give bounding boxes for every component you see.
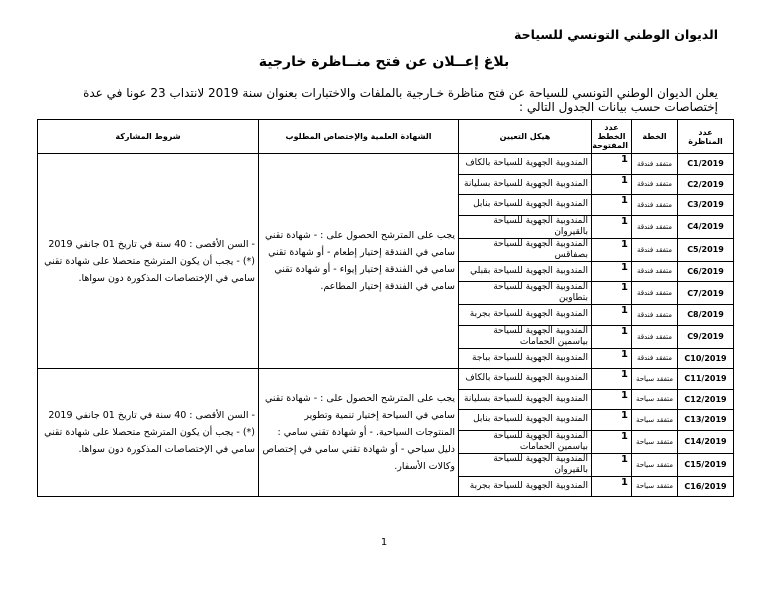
table-header-row bbox=[38, 120, 734, 154]
competition-table bbox=[37, 119, 734, 497]
grade-cell: متفقد سياحة bbox=[632, 389, 678, 410]
assignment-office: المندوبية الجهوية للسياحة بقبلي bbox=[459, 261, 592, 282]
competition-number: C15/2019 bbox=[678, 453, 734, 476]
open-positions-count: 1 bbox=[592, 430, 632, 453]
header-grade: الخطة bbox=[632, 120, 678, 154]
header-conditions: شروط المشاركة bbox=[38, 120, 259, 154]
assignment-office: المندوبية الجهوية للسياحة بصفاقس bbox=[459, 238, 592, 261]
open-positions-count: 1 bbox=[592, 282, 632, 305]
competition-number: C10/2019 bbox=[678, 348, 734, 369]
grade-cell: متفقد فندقة bbox=[632, 238, 678, 261]
header-certificate: الشهادة العلمية والإختصاص المطلوب bbox=[259, 120, 459, 154]
grade-cell: متفقد سياحة bbox=[632, 369, 678, 390]
grade-cell: متفقد فندقة bbox=[632, 174, 678, 195]
assignment-office: المندوبية الجهوية للسياحة بنابل bbox=[459, 410, 592, 431]
grade-cell: متفقد سياحة bbox=[632, 453, 678, 476]
open-positions-count: 1 bbox=[592, 348, 632, 369]
assignment-office: المندوبية الجهوية للسياحة بياسمين الحمامات bbox=[459, 430, 592, 453]
page-title: بلاغ إعــلان عن فتح منــاظرة خارجية bbox=[258, 54, 510, 70]
open-positions-count: 1 bbox=[592, 325, 632, 348]
header-num: عدد المناظرة bbox=[678, 120, 734, 154]
competition-number: C11/2019 bbox=[678, 369, 734, 390]
header-count: عدد الخطط المفتوحة bbox=[592, 120, 632, 154]
competition-number: C7/2019 bbox=[678, 282, 734, 305]
competition-number: C14/2019 bbox=[678, 430, 734, 453]
competition-number: C2/2019 bbox=[678, 174, 734, 195]
grade-cell: متفقد فندقة bbox=[632, 282, 678, 305]
organization-name: الديوان الوطني التونسي للسياحة bbox=[514, 27, 718, 42]
page-number: 1 bbox=[380, 537, 388, 548]
assignment-office: المندوبية الجهوية للسياحة بسليانة bbox=[459, 389, 592, 410]
assignment-office: المندوبية الجهوية للسياحة بنابل bbox=[459, 195, 592, 216]
assignment-office: المندوبية الجهوية للسياحة بتطاوين bbox=[459, 282, 592, 305]
certificate-requirements: يجب على المترشح الحصول على : - شهادة تقني سامي في السياحة إختيار تنمية وتطوير المنتوجات السياحية. - أو شهادة تقني سامي : دليل سياحي - أو شهادة تقني سامي في إختصاص وكالات الأسفار. bbox=[259, 369, 459, 497]
open-positions-count: 1 bbox=[592, 410, 632, 431]
competition-number: C16/2019 bbox=[678, 476, 734, 497]
assignment-office: المندوبية الجهوية للسياحة بالكاف bbox=[459, 369, 592, 390]
grade-cell: متفقد سياحة bbox=[632, 410, 678, 431]
open-positions-count: 1 bbox=[592, 154, 632, 175]
open-positions-count: 1 bbox=[592, 261, 632, 282]
grade-cell: متفقد سياحة bbox=[632, 430, 678, 453]
open-positions-count: 1 bbox=[592, 215, 632, 238]
assignment-office: المندوبية الجهوية للسياحة بجربة bbox=[459, 305, 592, 326]
table-row bbox=[38, 369, 734, 390]
grade-cell: متفقد فندقة bbox=[632, 154, 678, 175]
open-positions-count: 1 bbox=[592, 389, 632, 410]
assignment-office: المندوبية الجهوية للسياحة بالقيروان bbox=[459, 453, 592, 476]
competition-number: C5/2019 bbox=[678, 238, 734, 261]
certificate-requirements: يجب على المترشح الحصول على : - شهادة تقني سامي في الفندقة إختيار إطعام - أو شهادة تقني سامي في الفندقة إختيار إيواء - أو شهادة تقني سامي في الفندقة إختيار المطاعم. bbox=[259, 154, 459, 369]
open-positions-count: 1 bbox=[592, 174, 632, 195]
competition-number: C9/2019 bbox=[678, 325, 734, 348]
open-positions-count: 1 bbox=[592, 238, 632, 261]
participation-conditions: - السن الأقصى : 40 سنة في تاريخ 01 جانفي 2019 (*) - يجب أن يكون المترشح متحصلا على شهادة تقني سامي في الإختصاصات المذكورة دون سواها. bbox=[38, 369, 259, 497]
competition-number: C13/2019 bbox=[678, 410, 734, 431]
participation-conditions: - السن الأقصى : 40 سنة في تاريخ 01 جانفي 2019 (*) - يجب أن يكون المترشح متحصلا على شهادة تقني سامي في الإختصاصات المذكورة دون سواها. bbox=[38, 154, 259, 369]
grade-cell: متفقد فندقة bbox=[632, 195, 678, 216]
assignment-office: المندوبية الجهوية للسياحة بالكاف bbox=[459, 154, 592, 175]
competition-number: C3/2019 bbox=[678, 195, 734, 216]
assignment-office: المندوبية الجهوية للسياحة بالقيروان bbox=[459, 215, 592, 238]
assignment-office: المندوبية الجهوية للسياحة بباجة bbox=[459, 348, 592, 369]
open-positions-count: 1 bbox=[592, 369, 632, 390]
grade-cell: متفقد فندقة bbox=[632, 325, 678, 348]
open-positions-count: 1 bbox=[592, 453, 632, 476]
assignment-office: المندوبية الجهوية للسياحة بجربة bbox=[459, 476, 592, 497]
header-org: هيكل التعيين bbox=[459, 120, 592, 154]
grade-cell: متفقد فندقة bbox=[632, 348, 678, 369]
grade-cell: متفقد فندقة bbox=[632, 261, 678, 282]
grade-cell: متفقد فندقة bbox=[632, 305, 678, 326]
open-positions-count: 1 bbox=[592, 476, 632, 497]
assignment-office: المندوبية الجهوية للسياحة بسليانة bbox=[459, 174, 592, 195]
competition-number: C12/2019 bbox=[678, 389, 734, 410]
competition-number: C8/2019 bbox=[678, 305, 734, 326]
grade-cell: متفقد فندقة bbox=[632, 215, 678, 238]
competition-number: C4/2019 bbox=[678, 215, 734, 238]
assignment-office: المندوبية الجهوية للسياحة بياسمين الحمامات bbox=[459, 325, 592, 348]
competition-number: C1/2019 bbox=[678, 154, 734, 175]
open-positions-count: 1 bbox=[592, 305, 632, 326]
table-row bbox=[38, 154, 734, 175]
intro-paragraph: يعلن الديوان الوطني التونسي للسياحة عن فتح مناظرة خـارجية بالملفات والاختبارات بعنوان سنة 2019 لانتداب 23 عونا في عدة إختصاصات حسب بيانات الجدول التالي : bbox=[83, 86, 718, 114]
competition-number: C6/2019 bbox=[678, 261, 734, 282]
open-positions-count: 1 bbox=[592, 195, 632, 216]
grade-cell: متفقد سياحة bbox=[632, 476, 678, 497]
